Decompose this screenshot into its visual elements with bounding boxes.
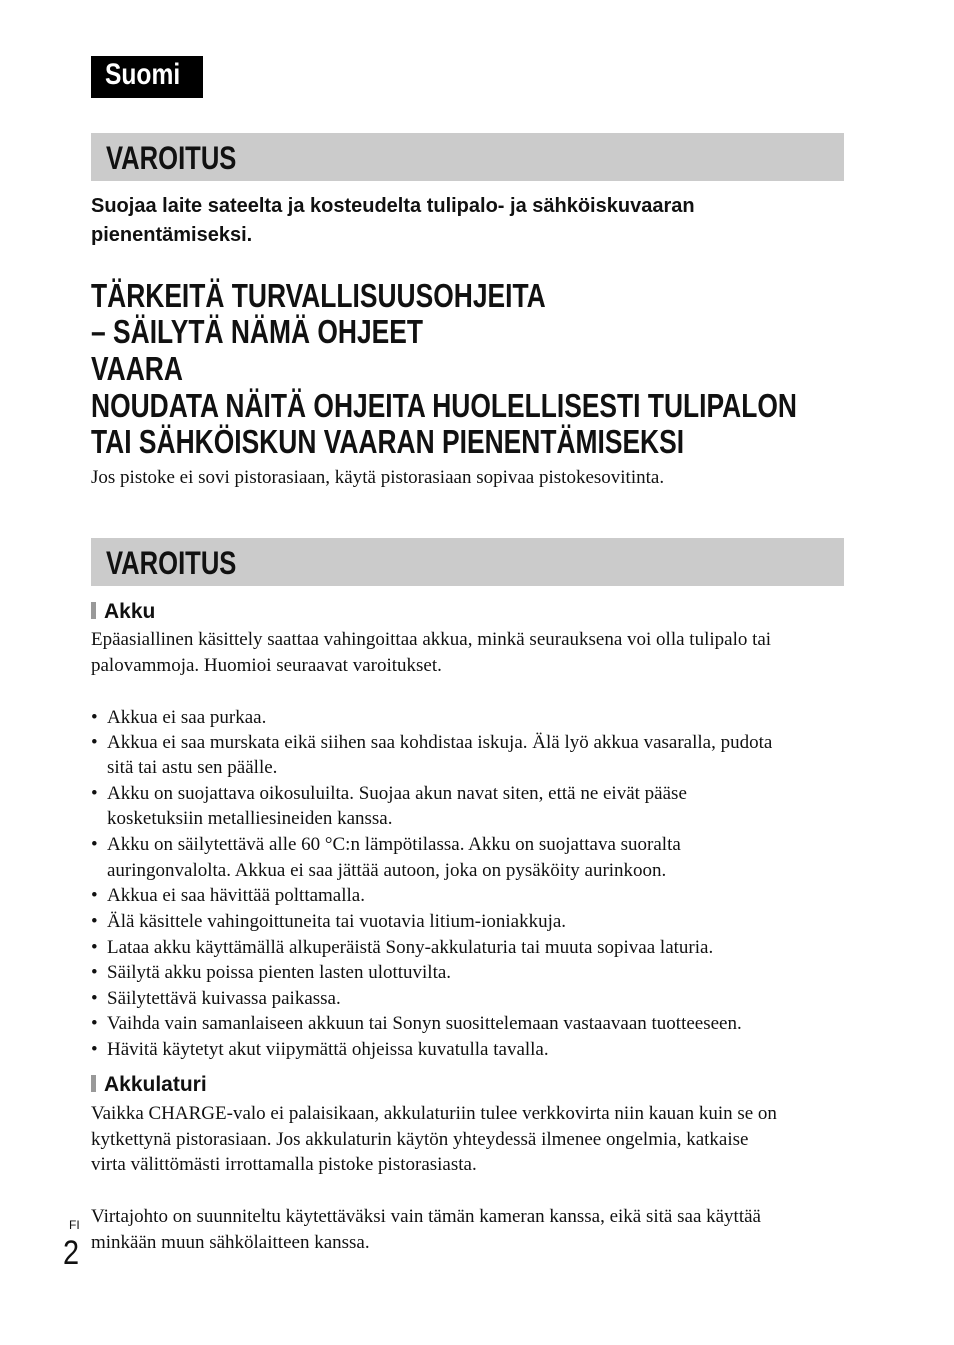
list-item-cont: sitä tai astu sen päälle.: [107, 757, 278, 778]
safety-heading: VAARA: [91, 350, 183, 387]
warning-text: pienentämiseksi.: [91, 224, 253, 246]
paragraph-line: virta välittömästi irrottamalla pistoke pistorasiasta.: [91, 1154, 477, 1175]
list-item-cont: kosketuksiin metalliesineiden kanssa.: [107, 808, 393, 829]
subheading-akkulaturi: [91, 1073, 207, 1097]
safety-heading: TÄRKEITÄ TURVALLISUUSOHJEITA: [91, 277, 546, 314]
subheading-label: Akkulaturi: [104, 1073, 207, 1096]
page-number: 2: [63, 1234, 80, 1272]
safety-heading: – SÄILYTÄ NÄMÄ OHJEET: [91, 313, 424, 350]
warning-text: Suojaa laite sateelta ja kosteudelta tulipalo- ja sähköiskuvaaran: [91, 195, 695, 217]
language-label: Suomi: [105, 58, 181, 91]
paragraph-line: minkään muun sähkölaitteen kanssa.: [91, 1232, 370, 1253]
safety-heading: NOUDATA NÄITÄ OHJEITA HUOLELLISESTI TULIPALON: [91, 387, 797, 424]
safety-heading: TAI SÄHKÖISKUN VAARAN PIENENTÄMISEKSI: [91, 423, 685, 460]
language-tab: [91, 56, 203, 98]
paragraph-line: Epäasiallinen käsittely saattaa vahingoittaa akkua, minkä seurauksena voi olla tulipalo tai: [91, 629, 772, 650]
paragraph-line: palovammoja. Huomioi seuraavat varoitukset.: [91, 655, 442, 676]
subheading-label: Akku: [104, 600, 156, 623]
section-heading: VAROITUS: [106, 140, 237, 176]
paragraph-line: kytkettynä pistorasiaan. Jos akkulaturin käytön yhteydessä ilmenee ongelmia, katkaise: [91, 1129, 749, 1150]
subheading-akku: [91, 600, 155, 624]
safety-text: Jos pistoke ei sovi pistorasiaan, käytä pistorasiaan sopivaa pistokesovitinta.: [91, 467, 665, 488]
section-marker-icon: [91, 602, 96, 619]
language-code: FI: [69, 1218, 80, 1232]
section-marker-icon: [91, 1075, 96, 1092]
paragraph-line: Vaikka CHARGE-valo ei palaisikaan, akkulaturiin tulee verkkovirta niin kauan kuin se on: [91, 1103, 777, 1124]
list-item-cont: auringonvalolta. Akkua ei saa jättää autoon, joka on pysäköity aurinkoon.: [107, 860, 667, 881]
paragraph-line: Virtajohto on suunniteltu käytettäväksi vain tämän kameran kanssa, eikä sitä saa käyttää: [91, 1206, 761, 1227]
section-heading-bar: [91, 538, 844, 586]
section-heading-bar: [91, 133, 844, 181]
section-heading: VAROITUS: [106, 545, 237, 581]
